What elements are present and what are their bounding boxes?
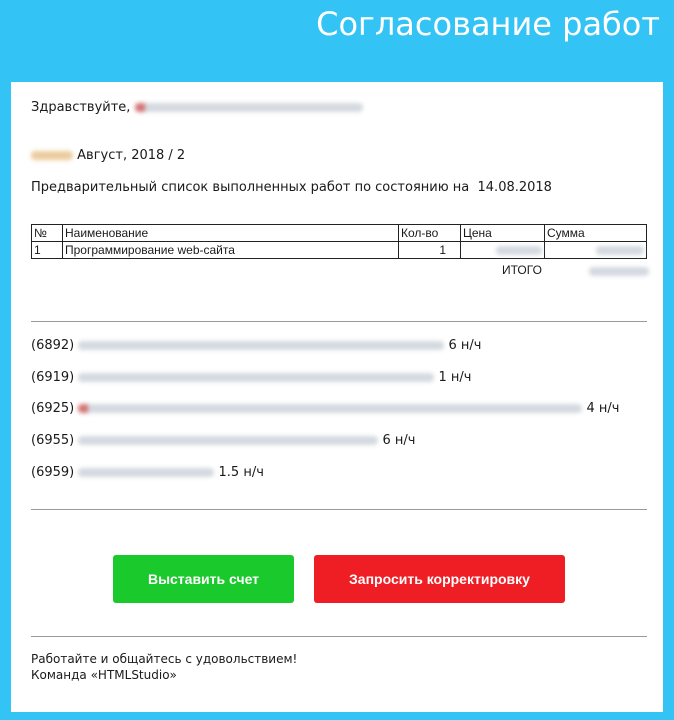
redacted-name xyxy=(135,103,363,112)
redacted-project xyxy=(31,151,73,160)
email-card xyxy=(11,82,663,712)
total-redacted xyxy=(589,267,649,276)
redacted-task xyxy=(78,373,434,382)
total-label: ИТОГО xyxy=(502,263,542,277)
col-name: Наименование xyxy=(63,225,399,242)
divider xyxy=(31,636,647,637)
col-price: Цена xyxy=(461,225,545,242)
issue-invoice-button[interactable]: Выставить счет xyxy=(113,555,294,603)
row-no: 1 xyxy=(32,242,63,259)
table-row xyxy=(32,242,647,259)
redacted-task xyxy=(78,341,444,350)
col-qty: Кол-во xyxy=(399,225,461,242)
footer-line1: Работайте и общайтесь с удовольствием! xyxy=(31,652,298,666)
request-correction-button[interactable]: Запросить корректировку xyxy=(314,555,565,603)
task-id: (6955) xyxy=(31,433,75,448)
divider xyxy=(31,509,647,510)
task-hours: 1.5 н/ч xyxy=(218,465,264,480)
task-hours: 6 н/ч xyxy=(382,433,416,448)
list-item xyxy=(31,433,415,449)
task-id: (6892) xyxy=(31,338,75,353)
page-title: Согласование работ xyxy=(316,5,660,43)
divider xyxy=(31,321,647,322)
row-name: Программирование web-сайта xyxy=(63,242,399,259)
greeting xyxy=(31,100,363,116)
row-sum-redacted xyxy=(545,242,647,259)
footer-line2: Команда «HTMLStudio» xyxy=(31,668,177,682)
intro-text: Предварительный список выполненных работ по состоянию на xyxy=(31,180,470,195)
task-id: (6959) xyxy=(31,465,75,480)
list-item xyxy=(31,338,481,354)
list-item xyxy=(31,401,619,417)
table-header-row xyxy=(32,225,647,242)
row-qty: 1 xyxy=(399,242,461,259)
task-hours: 4 н/ч xyxy=(586,401,620,416)
project-line xyxy=(31,148,185,164)
task-id: (6919) xyxy=(31,370,75,385)
col-no: № xyxy=(32,225,63,242)
col-sum: Сумма xyxy=(545,225,647,242)
row-price-redacted xyxy=(461,242,545,259)
redacted-task xyxy=(78,468,214,477)
task-hours: 6 н/ч xyxy=(448,338,482,353)
task-id: (6925) xyxy=(31,401,75,416)
intro-date: 14.08.2018 xyxy=(477,180,552,195)
list-item xyxy=(31,370,471,386)
intro-line xyxy=(31,180,552,196)
redacted-task xyxy=(78,404,582,413)
project-period: Август, 2018 / 2 xyxy=(77,148,186,163)
list-item xyxy=(31,465,264,481)
redacted-task xyxy=(78,436,378,445)
task-hours: 1 н/ч xyxy=(438,370,472,385)
greeting-prefix: Здравствуйте, xyxy=(31,100,131,115)
works-table xyxy=(31,224,647,259)
